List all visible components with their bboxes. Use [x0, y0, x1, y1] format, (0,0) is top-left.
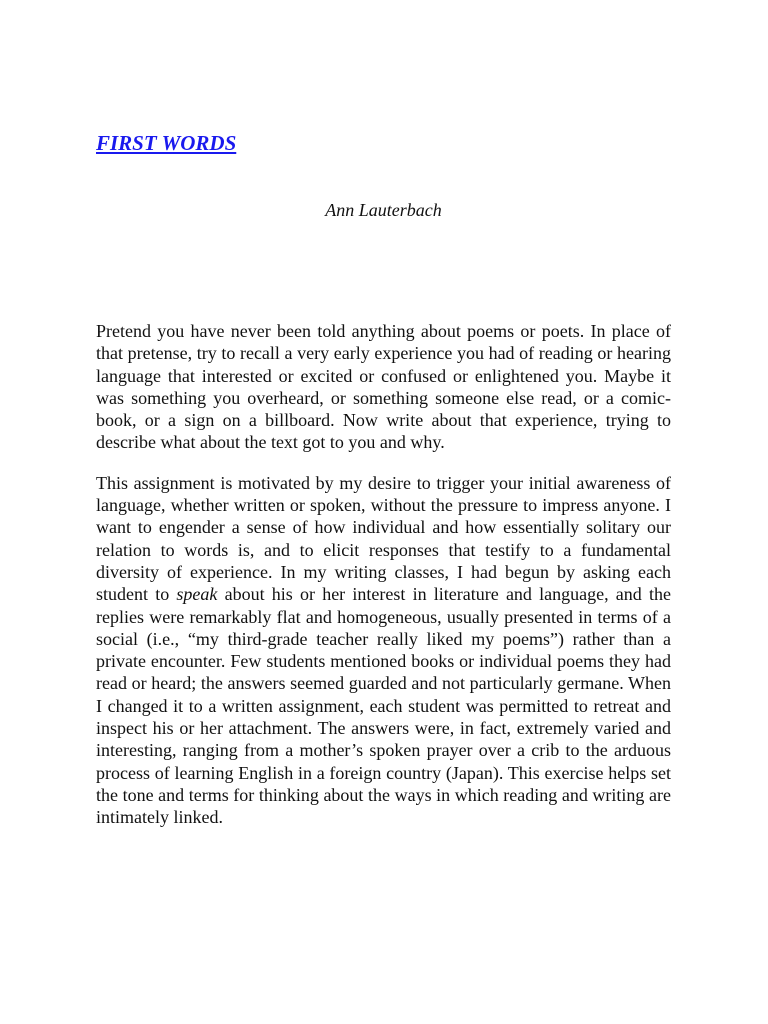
- body-text: [96, 320, 671, 847]
- paragraph-2: [96, 472, 671, 829]
- paragraph-2-part-1: This assignment is motivated by my desire to trigger your initial awareness of language, whether written or spoken, without the pressure to impress anyone. I want to engender a sense of how individual and how essentially solitary our relation to words is, and to elicit responses that testify to a fundamental diversity of experience. In my writing classes, I had begun by asking each student to: [96, 472, 671, 605]
- author-name: Ann Lauterbach: [325, 200, 442, 220]
- emphasis-speak: speak: [176, 584, 218, 605]
- paragraph-1: Pretend you have never been told anything about poems or poets. In place of that pretense, try to recall a very early experience you had of reading or hearing language that interested or excited or confused or enlightened you. Maybe it was something you overheard, or something someone else read, or a comic-book, or a sign on a billboard. Now write about that experience, trying to describe what about the text got to you and why.: [96, 321, 671, 453]
- title-link[interactable]: FIRST WORDS: [96, 131, 237, 155]
- paragraph-2-part-2: about his or her interest in literature and language, and the replies were remarkably flat and homogeneous, usually presented in terms of a social (i.e., “my third-grade teacher really liked my poems”) rather than a private encounter. Few students mentioned books or individual poems they had read or heard; the answers seemed guarded and not particularly germane. When I changed it to a written assignment, each student was permitted to retreat and inspect his or her attachment. The answers were, in fact, extremely varied and interesting, ranging from a mother’s spoken prayer over a crib to the arduous process of learning English in a foreign country (Japan). This exercise helps set the tone and terms for thinking about the ways in which reading and writing are intimately linked.: [96, 584, 671, 828]
